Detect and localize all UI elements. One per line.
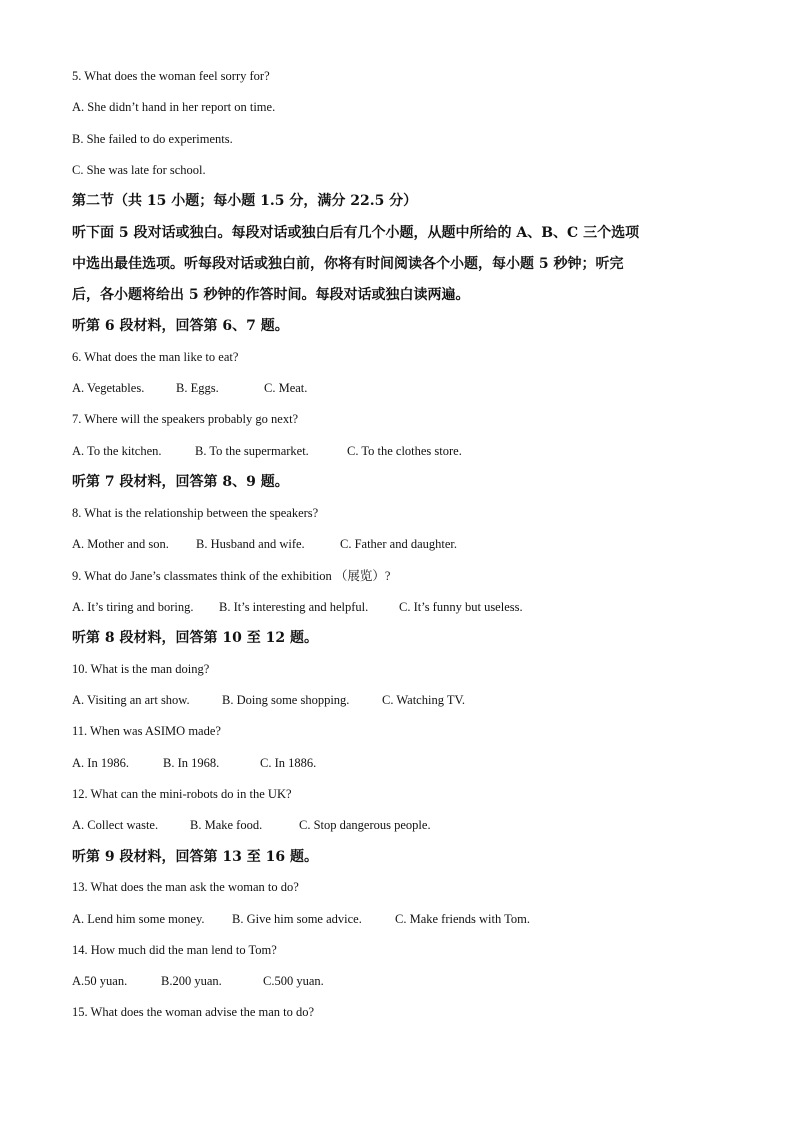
option-10b: B. Doing some shopping. [222, 693, 350, 707]
question-6-options [72, 380, 307, 396]
option-11b: B. In 1968. [163, 756, 220, 770]
question-11: 11. When was ASIMO made? [72, 724, 221, 738]
option-7a: A. To the kitchen. [72, 444, 162, 458]
option-9b: B. It’s interesting and helpful. [219, 600, 369, 614]
option-10c: C. Watching TV. [382, 693, 466, 707]
option-14a: A.50 yuan. [72, 974, 128, 988]
question-13: 13. What does the man ask the woman to do? [72, 880, 299, 894]
option-13c: C. Make friends with Tom. [395, 912, 530, 926]
option-8b: B. Husband and wife. [196, 537, 305, 551]
question-11-options [72, 755, 316, 771]
option-10a: A. Visiting an art show. [72, 693, 190, 707]
section-2-instructions-line-2: 中选出最佳选项。听每段对话或独白前，你将有时间阅读各个小题，每小题 5 秒钟；听完 [72, 256, 624, 272]
option-6b: B. Eggs. [176, 381, 219, 395]
section-2-instructions-line-1: 听下面 5 段对话或独白。每段对话或独白后有几个小题，从题中所给的 A、B、C 三个选项 [72, 225, 640, 241]
option-14b: B.200 yuan. [161, 974, 222, 988]
option-8c: C. Father and daughter. [340, 537, 457, 551]
section-2-instructions-line-3: 后，各小题将给出 5 秒钟的作答时间。每段对话或独白读两遍。 [72, 287, 470, 303]
question-5: 5. What does the woman feel sorry for? [72, 69, 270, 83]
group-8-heading: 听第 8 段材料，回答第 10 至 12 题。 [72, 630, 318, 646]
question-10: 10. What is the man doing? [72, 662, 210, 676]
option-7b: B. To the supermarket. [195, 444, 309, 458]
option-11c: C. In 1886. [260, 756, 317, 770]
option-6a: A. Vegetables. [72, 381, 145, 395]
group-6-heading: 听第 6 段材料，回答第 6、7 题。 [72, 318, 289, 334]
option-12c: C. Stop dangerous people. [299, 818, 431, 832]
question-7: 7. Where will the speakers probably go next? [72, 412, 299, 426]
question-13-options [72, 911, 530, 927]
option-9c: C. It’s funny but useless. [399, 600, 523, 614]
question-7-options [72, 443, 462, 459]
question-12-options [72, 817, 431, 833]
option-5c: C. She was late for school. [72, 163, 206, 177]
option-12a: A. Collect waste. [72, 818, 159, 832]
question-14: 14. How much did the man lend to Tom? [72, 943, 277, 957]
question-6: 6. What does the man like to eat? [72, 350, 239, 364]
option-7c: C. To the clothes store. [347, 444, 462, 458]
question-9: 9. What do Jane’s classmates think of the exhibition （展览）? [72, 569, 391, 583]
group-7-heading: 听第 7 段材料，回答第 8、9 题。 [72, 474, 289, 490]
question-12: 12. What can the mini-robots do in the UK? [72, 787, 292, 801]
question-8: 8. What is the relationship between the speakers? [72, 506, 319, 520]
option-5a: A. She didn’t hand in her report on time. [72, 100, 276, 114]
question-15: 15. What does the woman advise the man to do? [72, 1005, 315, 1019]
option-11a: A. In 1986. [72, 756, 129, 770]
option-6c: C. Meat. [264, 381, 308, 395]
question-10-options [72, 692, 465, 708]
question-9-options [72, 599, 523, 615]
question-8-options [72, 536, 457, 552]
option-9a: A. It’s tiring and boring. [72, 600, 194, 614]
group-9-heading: 听第 9 段材料，回答第 13 至 16 题。 [72, 849, 318, 865]
option-8a: A. Mother and son. [72, 537, 169, 551]
option-13b: B. Give him some advice. [232, 912, 362, 926]
option-13a: A. Lend him some money. [72, 912, 205, 926]
option-14c: C.500 yuan. [263, 974, 324, 988]
option-5b: B. She failed to do experiments. [72, 132, 233, 146]
section-2-heading: 第二节（共 15 小题；每小题 1.5 分，满分 22.5 分） [72, 193, 418, 209]
option-12b: B. Make food. [190, 818, 263, 832]
question-14-options [72, 973, 324, 989]
